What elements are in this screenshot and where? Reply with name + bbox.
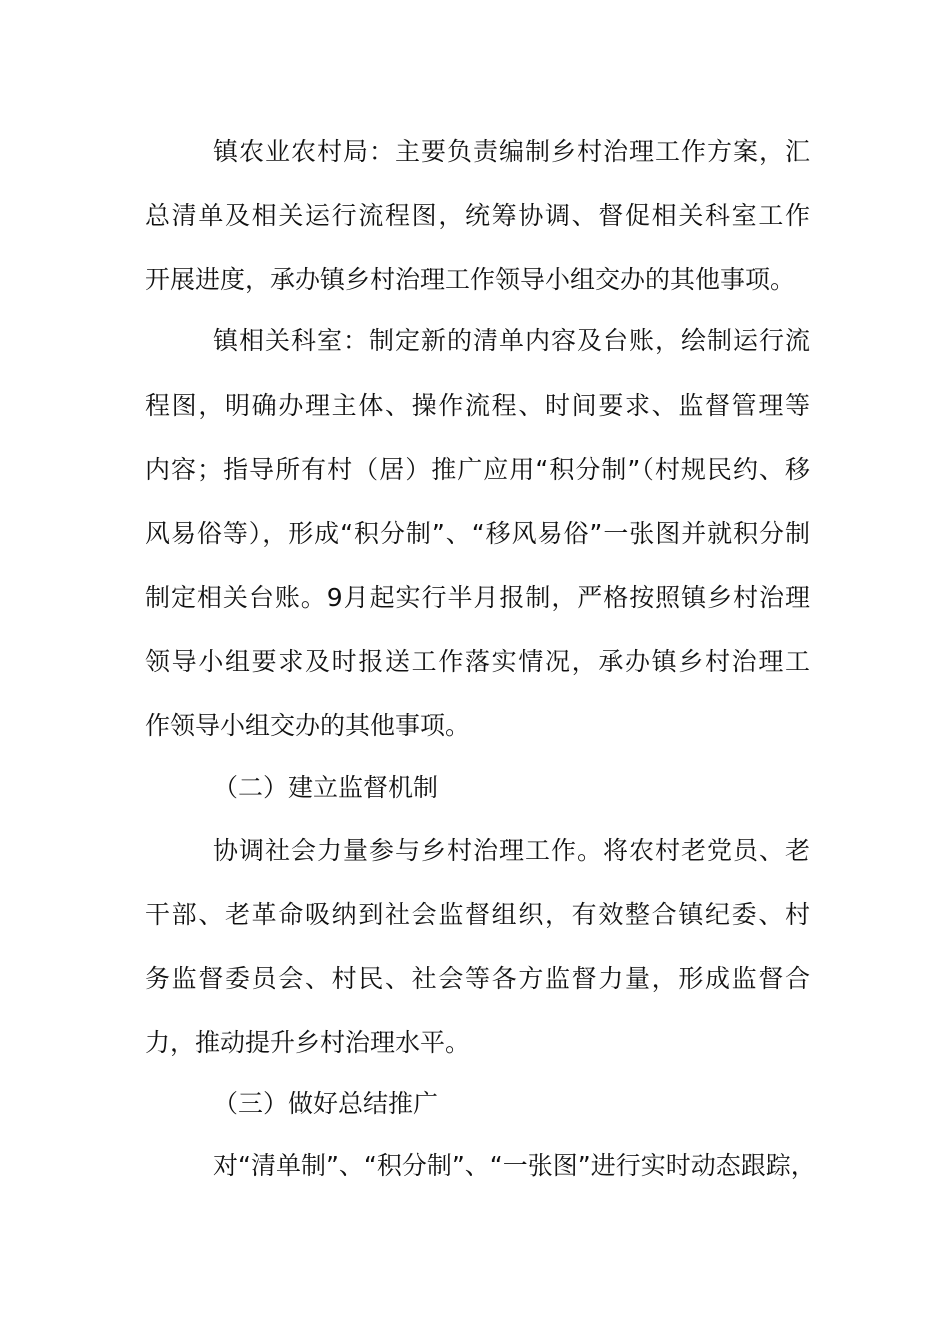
paragraph-2-line-4: 风易俗等），形成“积分制”、“移风易俗”一张图并就积分制 [145, 519, 810, 548]
paragraph-3-line-4: 力，推动提升乡村治理水平。 [145, 1028, 471, 1057]
section-heading-2: （二）建立监督机制 [213, 773, 439, 802]
paragraph-1-line-3: 开展进度，承办镇乡村治理工作领导小组交办的其他事项。 [145, 265, 796, 294]
paragraph-3-line-3: 务监督委员会、村民、社会等各方监督力量，形成监督合 [145, 964, 810, 993]
paragraph-2-line-3: 内容；指导所有村（居）推广应用“积分制”（村规民约、移 [145, 455, 810, 484]
paragraph-2-line-2: 程图，明确办理主体、操作流程、时间要求、监督管理等 [145, 391, 810, 420]
paragraph-2-line-6: 领导小组要求及时报送工作落实情况，承办镇乡村治理工 [145, 647, 810, 676]
paragraph-2-line-7: 作领导小组交办的其他事项。 [145, 711, 471, 740]
paragraph-2-line-5: 制定相关台账。9月起实行半月报制，严格按照镇乡村治理 [145, 583, 810, 612]
paragraph-2-line-1: 镇相关科室：制定新的清单内容及台账，绘制运行流 [213, 326, 810, 355]
paragraph-3-line-2: 干部、老革命吸纳到社会监督组织，有效整合镇纪委、村 [145, 900, 810, 929]
paragraph-4-line-1: 对“清单制”、“积分制”、“一张图”进行实时动态跟踪， [213, 1151, 816, 1180]
section-heading-3: （三）做好总结推广 [213, 1089, 439, 1118]
paragraph-1-line-2: 总清单及相关运行流程图，统筹协调、督促相关科室工作 [145, 201, 810, 230]
paragraph-3-line-1: 协调社会力量参与乡村治理工作。将农村老党员、老 [213, 836, 810, 865]
paragraph-1-line-1: 镇农业农村局：主要负责编制乡村治理工作方案，汇 [213, 137, 810, 166]
